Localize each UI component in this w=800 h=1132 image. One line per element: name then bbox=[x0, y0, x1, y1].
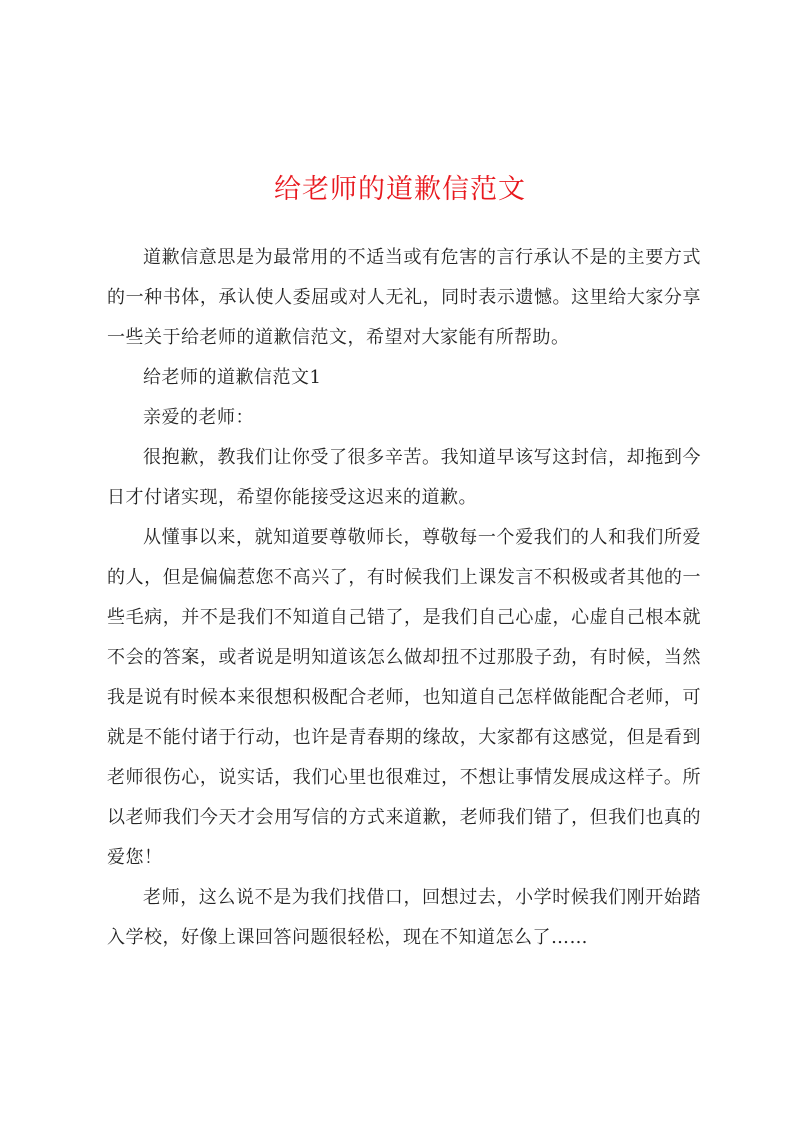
intro-paragraph: 道歉信意思是为最常用的不适当或有危害的言行承认不是的主要方式的一种书体，承认使人委屈或对人无礼，同时表示遗憾。这里给大家分享一些关于给老师的道歉信范文，希望对大家能有所帮助。 bbox=[107, 247, 701, 348]
salutation: 亲爱的老师： bbox=[143, 407, 254, 428]
body-paragraph: 从懂事以来，就知道要尊敬师长，尊敬每一个爱我们的人和我们所爱的人，但是偏偏惹您不高兴了，有时候我们上课发言不积极或者其他的一些毛病，并不是我们不知道自己错了，是我们自己心虚，心虚自己根本就不会的答案，或者说是明知道该怎么做却扭不过那股子劲，有时候，当然我是说有时候本来很想积极配合老师，也知道自己怎样做能配合老师，可就是不能付诸于行动，也许是青春期的缘故，大家都有这感觉，但是看到老师很伤心，说实话，我们心里也很难过，不想让事情发展成这样子。所以老师我们今天才会用写信的方式来道歉，老师我们错了，但我们也真的爱您！ bbox=[107, 527, 701, 868]
document-title: 给老师的道歉信范文 bbox=[274, 174, 526, 205]
document-body bbox=[107, 238, 701, 958]
body-paragraph: 很抱歉，教我们让你受了很多辛苦。我知道早该写这封信，却拖到今日才付诸实现，希望你能接受这迟来的道歉。 bbox=[107, 447, 701, 508]
body-paragraph: 老师，这么说不是为我们找借口，回想过去，小学时候我们刚开始踏入学校，好像上课回答问题很轻松，现在不知道怎么了…… bbox=[107, 887, 701, 948]
section-heading: 给老师的道歉信范文1 bbox=[143, 367, 322, 388]
